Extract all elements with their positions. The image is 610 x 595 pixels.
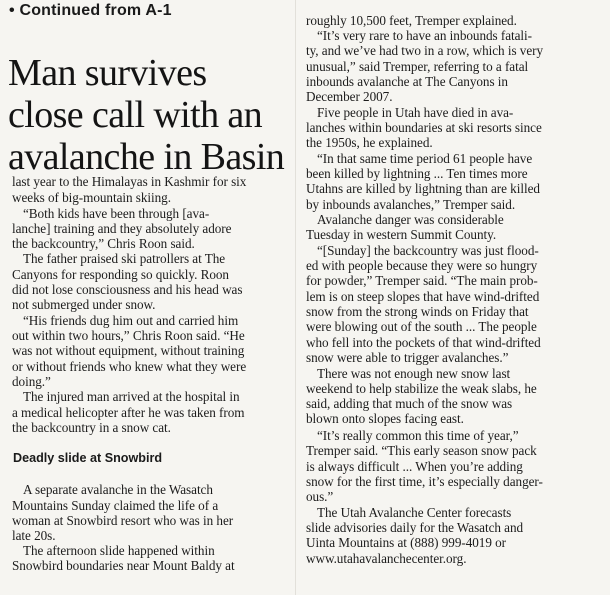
body-line: lanches within boundaries at ski resorts since xyxy=(306,120,542,135)
body-line: woman at Snowbird resort who was in her xyxy=(12,513,234,528)
body-line: The injured man arrived at the hospital in xyxy=(23,389,240,404)
body-line: not submerged under snow. xyxy=(12,297,156,312)
body-line: Five people in Utah have died in ava- xyxy=(317,105,514,120)
body-line: roughly 10,500 feet, Tremper explained. xyxy=(306,13,517,28)
body-line: was not without equipment, without training xyxy=(12,343,245,358)
body-line: the backcountry,” Chris Roon said. xyxy=(12,236,195,251)
body-line: Tuesday in western Summit County. xyxy=(306,227,497,242)
body-line: A separate avalanche in the Wasatch xyxy=(23,482,213,497)
subhead: Deadly slide at Snowbird xyxy=(13,451,163,465)
body-line: December 2007. xyxy=(306,89,393,104)
body-line: The afternoon slide happened within xyxy=(23,543,215,558)
body-line: a medical helicopter after he was taken from xyxy=(12,405,245,420)
body-line: blown onto slopes facing east. xyxy=(306,411,464,426)
body-line: ed with people because they were so hungry xyxy=(306,258,538,273)
headline-line: close call with an xyxy=(8,94,263,137)
continued-label: • Continued from A-1 xyxy=(9,2,172,19)
body-line: ous.” xyxy=(306,489,334,504)
body-line: Avalanche danger was considerable xyxy=(317,212,504,227)
body-line: “His friends dug him out and carried him xyxy=(23,313,239,328)
body-line: There was not enough new snow last xyxy=(317,366,511,381)
body-line: “It’s really common this time of year,” xyxy=(317,428,519,443)
body-line: Tremper said. “This early season snow pack xyxy=(306,443,537,458)
body-line: slide advisories daily for the Wasatch and xyxy=(306,520,524,535)
body-line: is always difficult ... When you’re adding xyxy=(306,459,523,474)
headline-line: Man survives xyxy=(8,52,207,95)
body-line: did not lose consciousness and his head was xyxy=(12,282,243,297)
column-divider xyxy=(295,0,296,595)
body-line: late 20s. xyxy=(12,528,56,543)
body-line: weekend to help stabilize the weak slabs, he xyxy=(306,381,537,396)
body-line: Uinta Mountains at (888) 999-4019 or xyxy=(306,535,507,550)
body-line: been killed by lightning ... Ten times more xyxy=(306,166,528,181)
body-line: lanche] training and they absolutely adore xyxy=(12,221,232,236)
body-line: snow were able to trigger avalanches.” xyxy=(306,350,509,365)
body-line: www.utahavalanchecenter.org. xyxy=(306,551,467,566)
body-line: were blowing out of the south ... The people xyxy=(306,319,537,334)
body-line: by inbounds avalanches,” Tremper said. xyxy=(306,197,516,212)
body-line: who fell into the pockets of that wind-drifted xyxy=(306,335,541,350)
body-line: “In that same time period 61 people have xyxy=(317,151,533,166)
body-line: the backcountry in a snow cat. xyxy=(12,420,171,435)
body-line: doing.” xyxy=(12,374,51,389)
body-line: said, adding that much of the snow was xyxy=(306,396,513,411)
body-line: “It’s very rare to have an inbounds fatali- xyxy=(317,28,532,43)
body-line: Utahns are killed by lightning than are killed xyxy=(306,181,540,196)
body-line: The father praised ski patrollers at The xyxy=(23,251,226,266)
body-line: or without friends who knew what they were xyxy=(12,359,247,374)
body-line: lem is on steep slopes that have wind-drifted xyxy=(306,289,540,304)
body-line: Canyons for responding so quickly. Roon xyxy=(12,267,229,282)
body-line: out within two hours,” Chris Roon said. “He xyxy=(12,328,245,343)
headline-line: avalanche in Basin xyxy=(8,136,285,179)
body-line: Snowbird boundaries near Mount Baldy at xyxy=(12,558,235,573)
body-line: The Utah Avalanche Center forecasts xyxy=(317,505,512,520)
headline xyxy=(8,52,296,178)
body-line: inbounds avalanche at The Canyons in xyxy=(306,74,508,89)
body-line: weeks of big-mountain skiing. xyxy=(12,190,171,205)
body-line: unusual,” said Tremper, referring to a fatal xyxy=(306,59,529,74)
body-line: the 1950s, he explained. xyxy=(306,135,433,150)
body-line: “Both kids have been through [ava- xyxy=(23,206,210,221)
body-line: ty, and we’ve had two in a row, which is very xyxy=(306,43,544,58)
body-line: snow for the first time, it’s especially danger- xyxy=(306,474,543,489)
body-line: snow from the strong winds on Friday that xyxy=(306,304,529,319)
body-line: “[Sunday] the backcountry was just flood- xyxy=(317,243,539,258)
body-line: for powder,” Tremper said. “The main prob- xyxy=(306,273,538,288)
body-line: last year to the Himalayas in Kashmir for six xyxy=(12,174,247,189)
body-line: Mountains Sunday claimed the life of a xyxy=(12,498,219,513)
